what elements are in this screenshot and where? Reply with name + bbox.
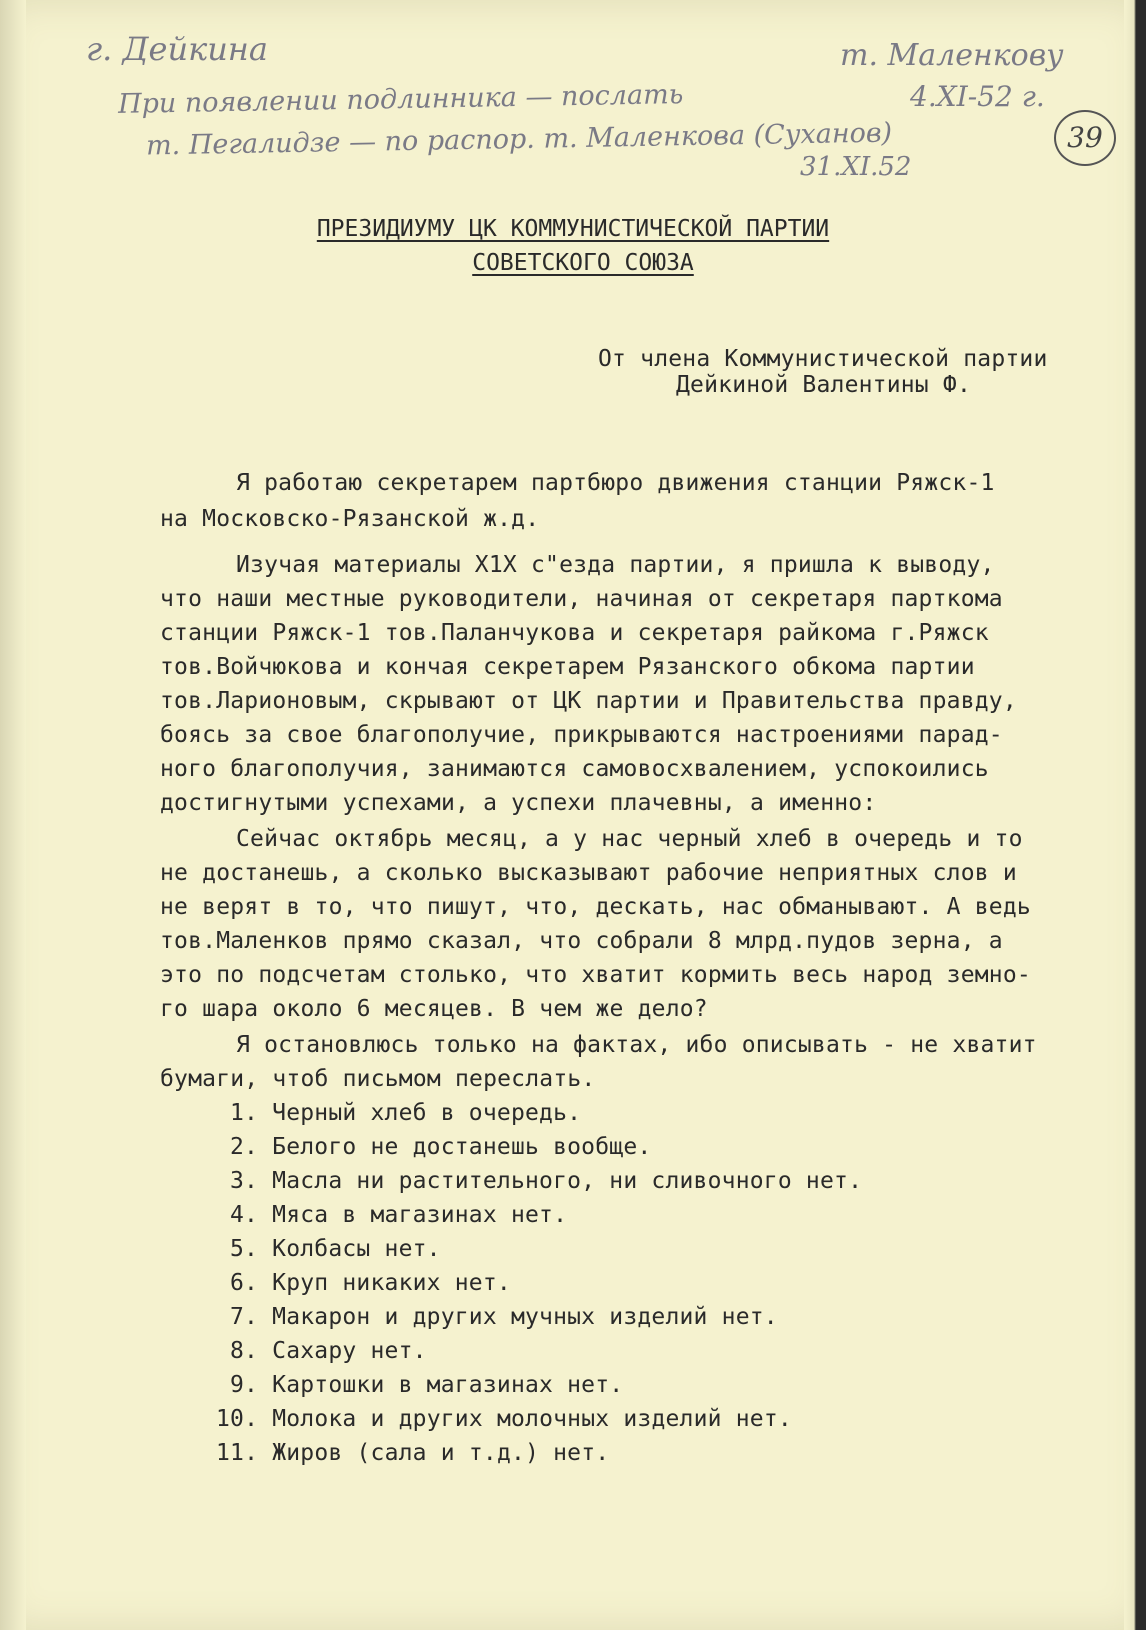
- body-line: не достанешь, а сколько высказывают рабочие неприятных слов и: [160, 860, 1017, 886]
- body-line: достигнутыми успехами, а успехи плачевны, а именно:: [160, 790, 877, 816]
- handwritten-resolution-line2: т. Пегалидзе — по распор. т. Маленкова (Суханов): [145, 117, 893, 162]
- body-line: ного благополучия, занимаются самовосхвалением, успокоились: [160, 756, 989, 782]
- body-line: Я работаю секретарем партбюро движения станции Ряжск-1: [236, 470, 995, 496]
- handwritten-date-right: 4.XI-52 г.: [910, 80, 1045, 113]
- title-line-2: СОВЕТСКОГО СОЮЗА: [472, 250, 694, 276]
- list-item: 7. Макарон и других мучных изделий нет.: [230, 1304, 778, 1330]
- list-item: 1. Черный хлеб в очередь.: [230, 1100, 582, 1126]
- list-item: 11. Жиров (сала и т.д.) нет.: [216, 1440, 610, 1466]
- list-item: 6. Круп никаких нет.: [230, 1270, 511, 1296]
- list-item: 5. Колбасы нет.: [230, 1236, 441, 1262]
- sender-line-1: От члена Коммунистической партии: [598, 346, 1048, 372]
- body-line: боясь за свое благополучие, прикрываются настроениями парад-: [160, 722, 1003, 748]
- page-number-circle: [1054, 110, 1116, 166]
- list-item: 2. Белого не достанешь вообще.: [230, 1134, 652, 1160]
- body-line: Сейчас октябрь месяц, а у нас черный хлеб в очередь и то: [236, 826, 1023, 852]
- page-edge-right: [1124, 0, 1146, 1630]
- body-line: бумаги, чтоб письмом переслать.: [160, 1066, 596, 1092]
- sender-line-2: Дейкиной Валентины Ф.: [676, 372, 971, 398]
- list-item: 4. Мяса в магазинах нет.: [230, 1202, 568, 1228]
- body-line: станции Ряжск-1 тов.Паланчукова и секретаря райкома г.Ряжск: [160, 620, 989, 646]
- title-line-1: ПРЕЗИДИУМУ ЦК КОММУНИСТИЧЕСКОЙ ПАРТИИ: [316, 216, 830, 242]
- list-item: 3. Масла ни растительного, ни сливочного нет.: [230, 1168, 863, 1194]
- handwritten-resolution-line1: При появлении подлинника — послать: [117, 79, 684, 120]
- body-line: го шара около 6 месяцев. В чем же дело?: [160, 996, 708, 1022]
- body-line: Я остановлюсь только на фактах, ибо описывать - не хватит: [236, 1032, 1037, 1058]
- body-line: тов.Маленков прямо сказал, что собрали 8 млрд.пудов зерна, а: [160, 928, 1003, 954]
- list-item: 8. Сахару нет.: [230, 1338, 427, 1364]
- list-item: 9. Картошки в магазинах нет.: [230, 1372, 624, 1398]
- body-line: тов.Войчюкова и кончая секретарем Рязанского обкома партии: [160, 654, 975, 680]
- body-line: не верят в то, что пишут, что, дескать, нас обманывают. А ведь: [160, 894, 1031, 920]
- body-line: на Московско-Рязанской ж.д.: [160, 506, 540, 532]
- page-edge-left: [0, 0, 26, 1630]
- handwritten-addressee-left: г. Дейкина: [86, 30, 268, 68]
- handwritten-addressee-right: т. Маленкову: [840, 38, 1064, 73]
- body-line: это по подсчетам столько, что хватит кормить весь народ земно-: [160, 962, 1031, 988]
- body-line: тов.Ларионовым, скрывают от ЦК партии и Правительства правду,: [160, 688, 1017, 714]
- body-line: что наши местные руководители, начиная от секретаря парткома: [160, 586, 1003, 612]
- list-item: 10. Молока и других молочных изделий нет.: [216, 1406, 792, 1432]
- handwritten-resolution-date: 31.XI.52: [800, 152, 912, 182]
- page-number: 39: [1067, 121, 1103, 154]
- body-line: Изучая материалы Х1Х с"езда партии, я пришла к выводу,: [236, 552, 995, 578]
